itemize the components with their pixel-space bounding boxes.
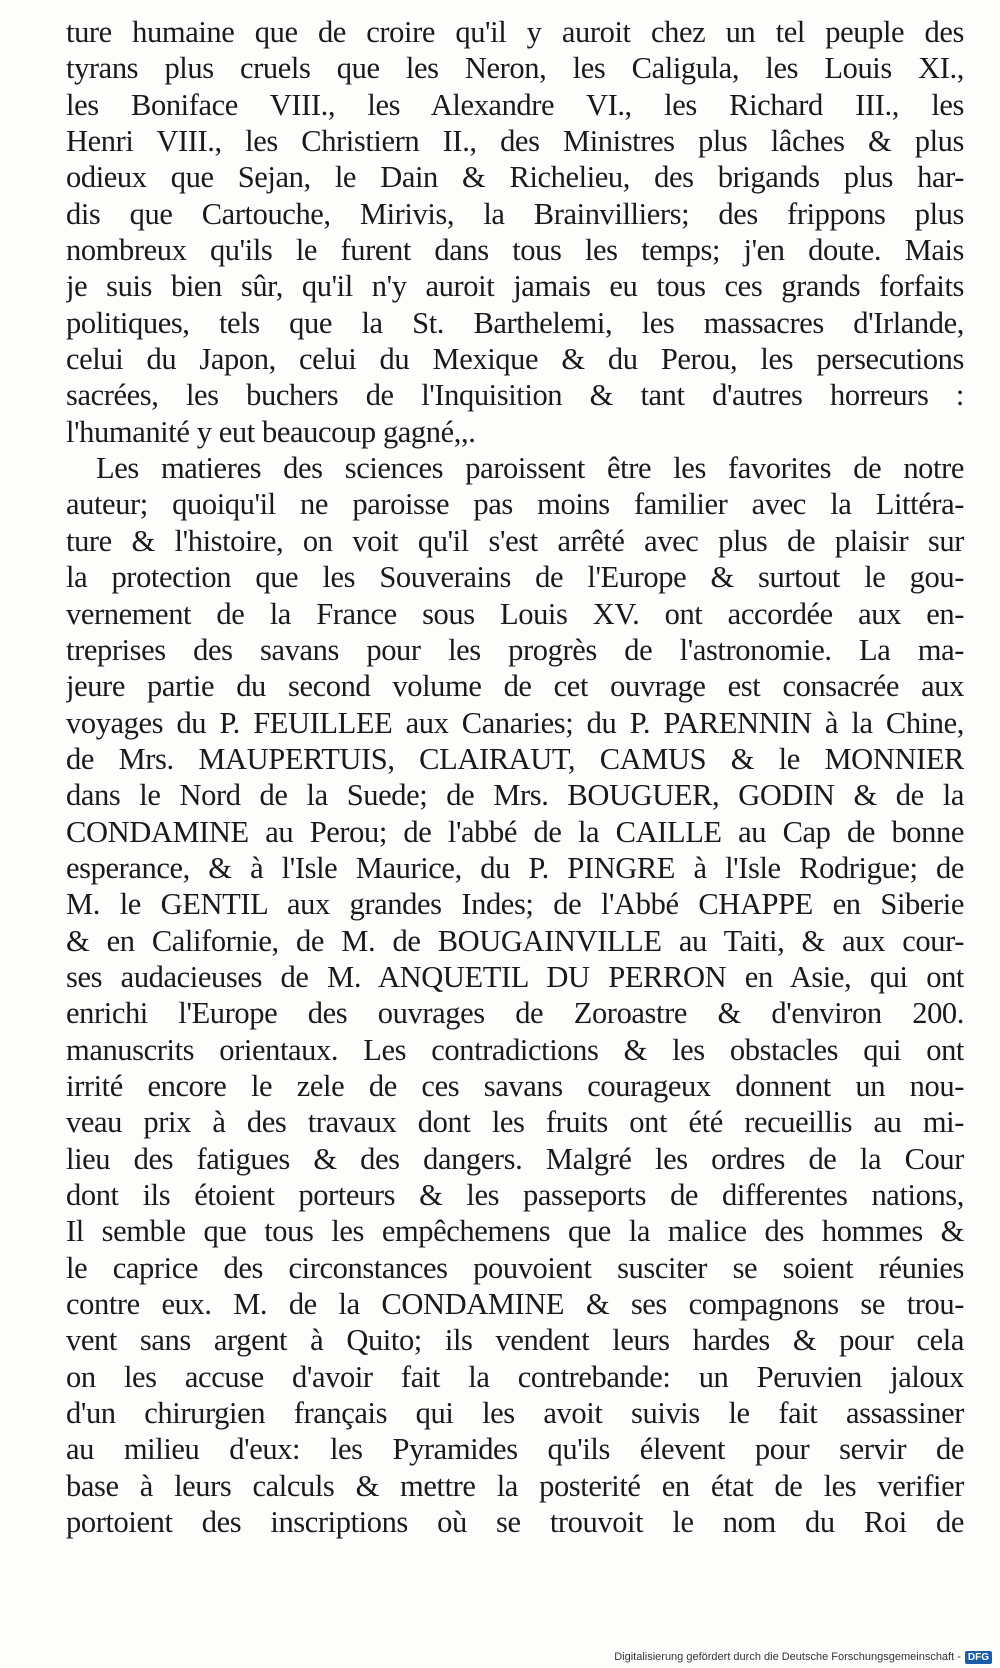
text-line: au milieu d'eux: les Pyramides qu'ils élevent pour servir de <box>66 1432 964 1467</box>
paragraph-1 <box>66 14 964 450</box>
text-line: les Boniface VIII., les Alexandre VI., les Richard III., les <box>66 87 964 122</box>
text-line: l'humanité y eut beaucoup gagné,,. <box>66 414 476 449</box>
text-line: veau prix à des travaux dont les fruits ont été recueillis au mi- <box>66 1105 964 1140</box>
text-line: ses audacieuses de M. ANQUETIL DU PERRON en Asie, qui ont <box>66 959 964 994</box>
text-line: ture & l'histoire, on voit qu'il s'est arrêté avec plus de plaisir sur <box>66 523 964 558</box>
dfg-logo: DFG <box>965 1651 992 1664</box>
text-line: vent sans argent à Quito; ils vendent leurs hardes & pour cela <box>66 1323 964 1358</box>
text-line: le caprice des circonstances pouvoient susciter se soient réunies <box>66 1250 964 1285</box>
text-line: CONDAMINE au Perou; de l'abbé de la CAILLE au Cap de bonne <box>66 814 964 849</box>
text-line: dont ils étoient porteurs & les passeports de differentes nations, <box>66 1178 964 1212</box>
text-line: la protection que les Souverains de l'Europe & surtout le gou- <box>66 560 964 595</box>
text-line: Les matieres des sciences paroissent être les favorites de notre <box>96 451 964 486</box>
text-line: sacrées, les buchers de l'Inquisition & tant d'autres horreurs : <box>66 378 964 413</box>
text-line: contre eux. M. de la CONDAMINE & ses compagnons se trou- <box>66 1287 964 1322</box>
text-line: nombreux qu'ils le furent dans tous les temps; j'en doute. Mais <box>66 233 964 268</box>
text-line: & en Californie, de M. de BOUGAINVILLE au Taiti, & aux cour- <box>66 923 964 958</box>
text-line: treprises des savans pour les progrès de l'astronomie. La ma- <box>66 632 964 667</box>
text-line: auteur; quoiqu'il ne paroisse pas moins familier avec la Littéra- <box>66 487 964 522</box>
text-line: lieu des fatigues & des dangers. Malgré les ordres de la Cour <box>66 1141 964 1176</box>
text-line: on les accuse d'avoir fait la contrebande: un Peruvien jaloux <box>66 1359 964 1394</box>
body-text <box>66 14 964 1540</box>
text-line: jeure partie du second volume de cet ouvrage est consacrée aux <box>66 669 964 704</box>
text-line: je suis bien sûr, qu'il n'y auroit jamais eu tous ces grands forfaits <box>66 269 964 304</box>
text-line: dans le Nord de la Suede; de Mrs. BOUGUER, GODIN & de la <box>66 778 964 813</box>
text-line: M. le GENTIL aux grandes Indes; de l'Abbé CHAPPE en Siberie <box>66 887 964 922</box>
text-line: de Mrs. MAUPERTUIS, CLAIRAUT, CAMUS & le MONNIER <box>66 741 964 776</box>
text-line: esperance, & à l'Isle Maurice, du P. PINGRE à l'Isle Rodrigue; de <box>66 850 964 885</box>
footer-credit: Digitalisierung gefördert durch die Deutsche Forschungsgemeinschaft - <box>614 1651 961 1663</box>
text-line: politiques, tels que la St. Barthelemi, les massacres d'Irlande, <box>66 305 964 340</box>
text-line: manuscrits orientaux. Les contradictions & les obstacles qui ont <box>66 1032 964 1067</box>
text-line: portoient des inscriptions où se trouvoit le nom du Roi de <box>66 1505 964 1540</box>
text-line: celui du Japon, celui du Mexique & du Perou, les persecutions <box>66 342 964 377</box>
text-line: enrichi l'Europe des ouvrages de Zoroastre & d'environ 200. <box>66 996 964 1031</box>
text-line: tyrans plus cruels que les Neron, les Caligula, les Louis XI., <box>66 51 964 86</box>
paragraph-2 <box>66 450 964 1540</box>
text-line: dis que Cartouche, Mirivis, la Brainvilliers; des frippons plus <box>66 196 964 231</box>
text-line: vernement de la France sous Louis XV. ont accordée aux en- <box>66 596 964 631</box>
text-line: Henri VIII., les Christiern II., des Ministres plus lâches & plus <box>66 124 964 159</box>
text-line: ture humaine que de croire qu'il y auroit chez un tel peuple des <box>66 15 964 49</box>
text-line: base à leurs calculs & mettre la posterité en état de les verifier <box>66 1468 964 1503</box>
digitization-footer <box>0 1646 1000 1668</box>
text-line: odieux que Sejan, le Dain & Richelieu, des brigands plus har- <box>66 160 964 195</box>
text-line: Il semble que tous les empêchemens que la malice des hommes & <box>66 1214 964 1249</box>
text-line: d'un chirurgien français qui les avoit suivis le fait assassiner <box>66 1396 964 1431</box>
text-line: irrité encore le zele de ces savans courageux donnent un nou- <box>66 1068 964 1103</box>
text-line: voyages du P. FEUILLEE aux Canaries; du P. PARENNIN à la Chine, <box>66 705 964 740</box>
